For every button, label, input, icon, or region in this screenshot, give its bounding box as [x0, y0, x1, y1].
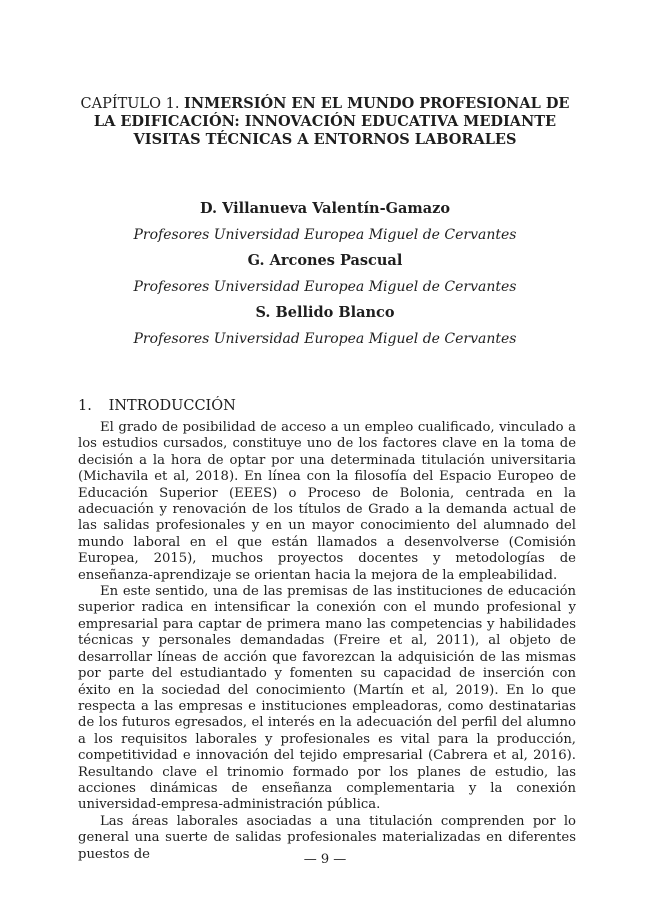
chapter-title [70, 95, 580, 149]
paragraph: El grado de posibilidad de acceso a un empleo cualificado, vinculado a los estudios cursados, constituye uno de los factores clave en la toma de decisión a la hora de optar por una determinada titulación universitaria (Michavila et al, 2018). En línea con la filosofía del Espacio Europeo de Educación Superior (EEES) o Proceso de Bolonia, centrada en la adecuación y renovación de los títulos de Grado a la demanda actual de las salidas profesionales y en un mayor conocimiento del alumnado del mundo laboral en el que están llamados a desenvolverse (Comisión Europea, 2015), muchos proyectos docentes y metodologías de enseñanza-aprendizaje se orientan hacia la mejora de la empleabilidad. [78, 420, 576, 583]
paragraph: En este sentido, una de las premisas de las instituciones de educación superior radica en intensificar la conexión con el mundo profesional y empresarial para captar de primera mano las competencias y habilidades técnicas y personales demandadas (Freire et al, 2011), al objeto de desarrollar líneas de acción que favorezcan la adquisición de las mismas por parte del estudiantado y fomenten su capacidad de inserción con éxito en la sociedad del conocimiento (Martín et al, 2019). En lo que respecta a las empresas e instituciones empleadoras, como destinatarias de los futuros egresados, el interés en la adecuación del perfil del alumno a los requisitos laborales y profesionales es vital para la producción, competitividad e innovación del tejido empresarial (Cabrera et al, 2016). Resultando clave el trinomio formado por los planes de estudio, las acciones dinámicas de enseñanza complementaria y la conexión universidad-empresa-administración pública. [78, 584, 576, 813]
author-name: D. Villanueva Valentín-Gamazo [199, 200, 451, 217]
body-text [78, 420, 576, 863]
author-name: G. Arcones Pascual [247, 252, 403, 269]
chapter-label: CAPÍTULO 1. [80, 96, 180, 112]
page-number: — 9 — [303, 852, 347, 867]
section-heading [78, 397, 578, 415]
author-affiliation: Profesores Universidad Europea Miguel de Cervantes [133, 227, 517, 243]
author-name: S. Bellido Blanco [255, 304, 395, 321]
chapter-name: INMERSIÓN EN EL MUNDO PROFESIONAL DE LA EDIFICACIÓN: INNOVACIÓN EDUCATIVA MEDIANTE VISITAS TÉCNICAS A ENTORNOS LABORALES [93, 95, 570, 148]
author-affiliation: Profesores Universidad Europea Miguel de Cervantes [133, 279, 517, 295]
author-affiliation: Profesores Universidad Europea Miguel de Cervantes [133, 331, 517, 347]
paragraph: Las áreas laborales asociadas a una titulación comprenden por lo general una suerte de salidas profesionales materializadas en diferentes puestos de [78, 813, 576, 862]
section-title: INTRODUCCIÓN [108, 398, 236, 414]
section-number: 1. [78, 398, 92, 414]
